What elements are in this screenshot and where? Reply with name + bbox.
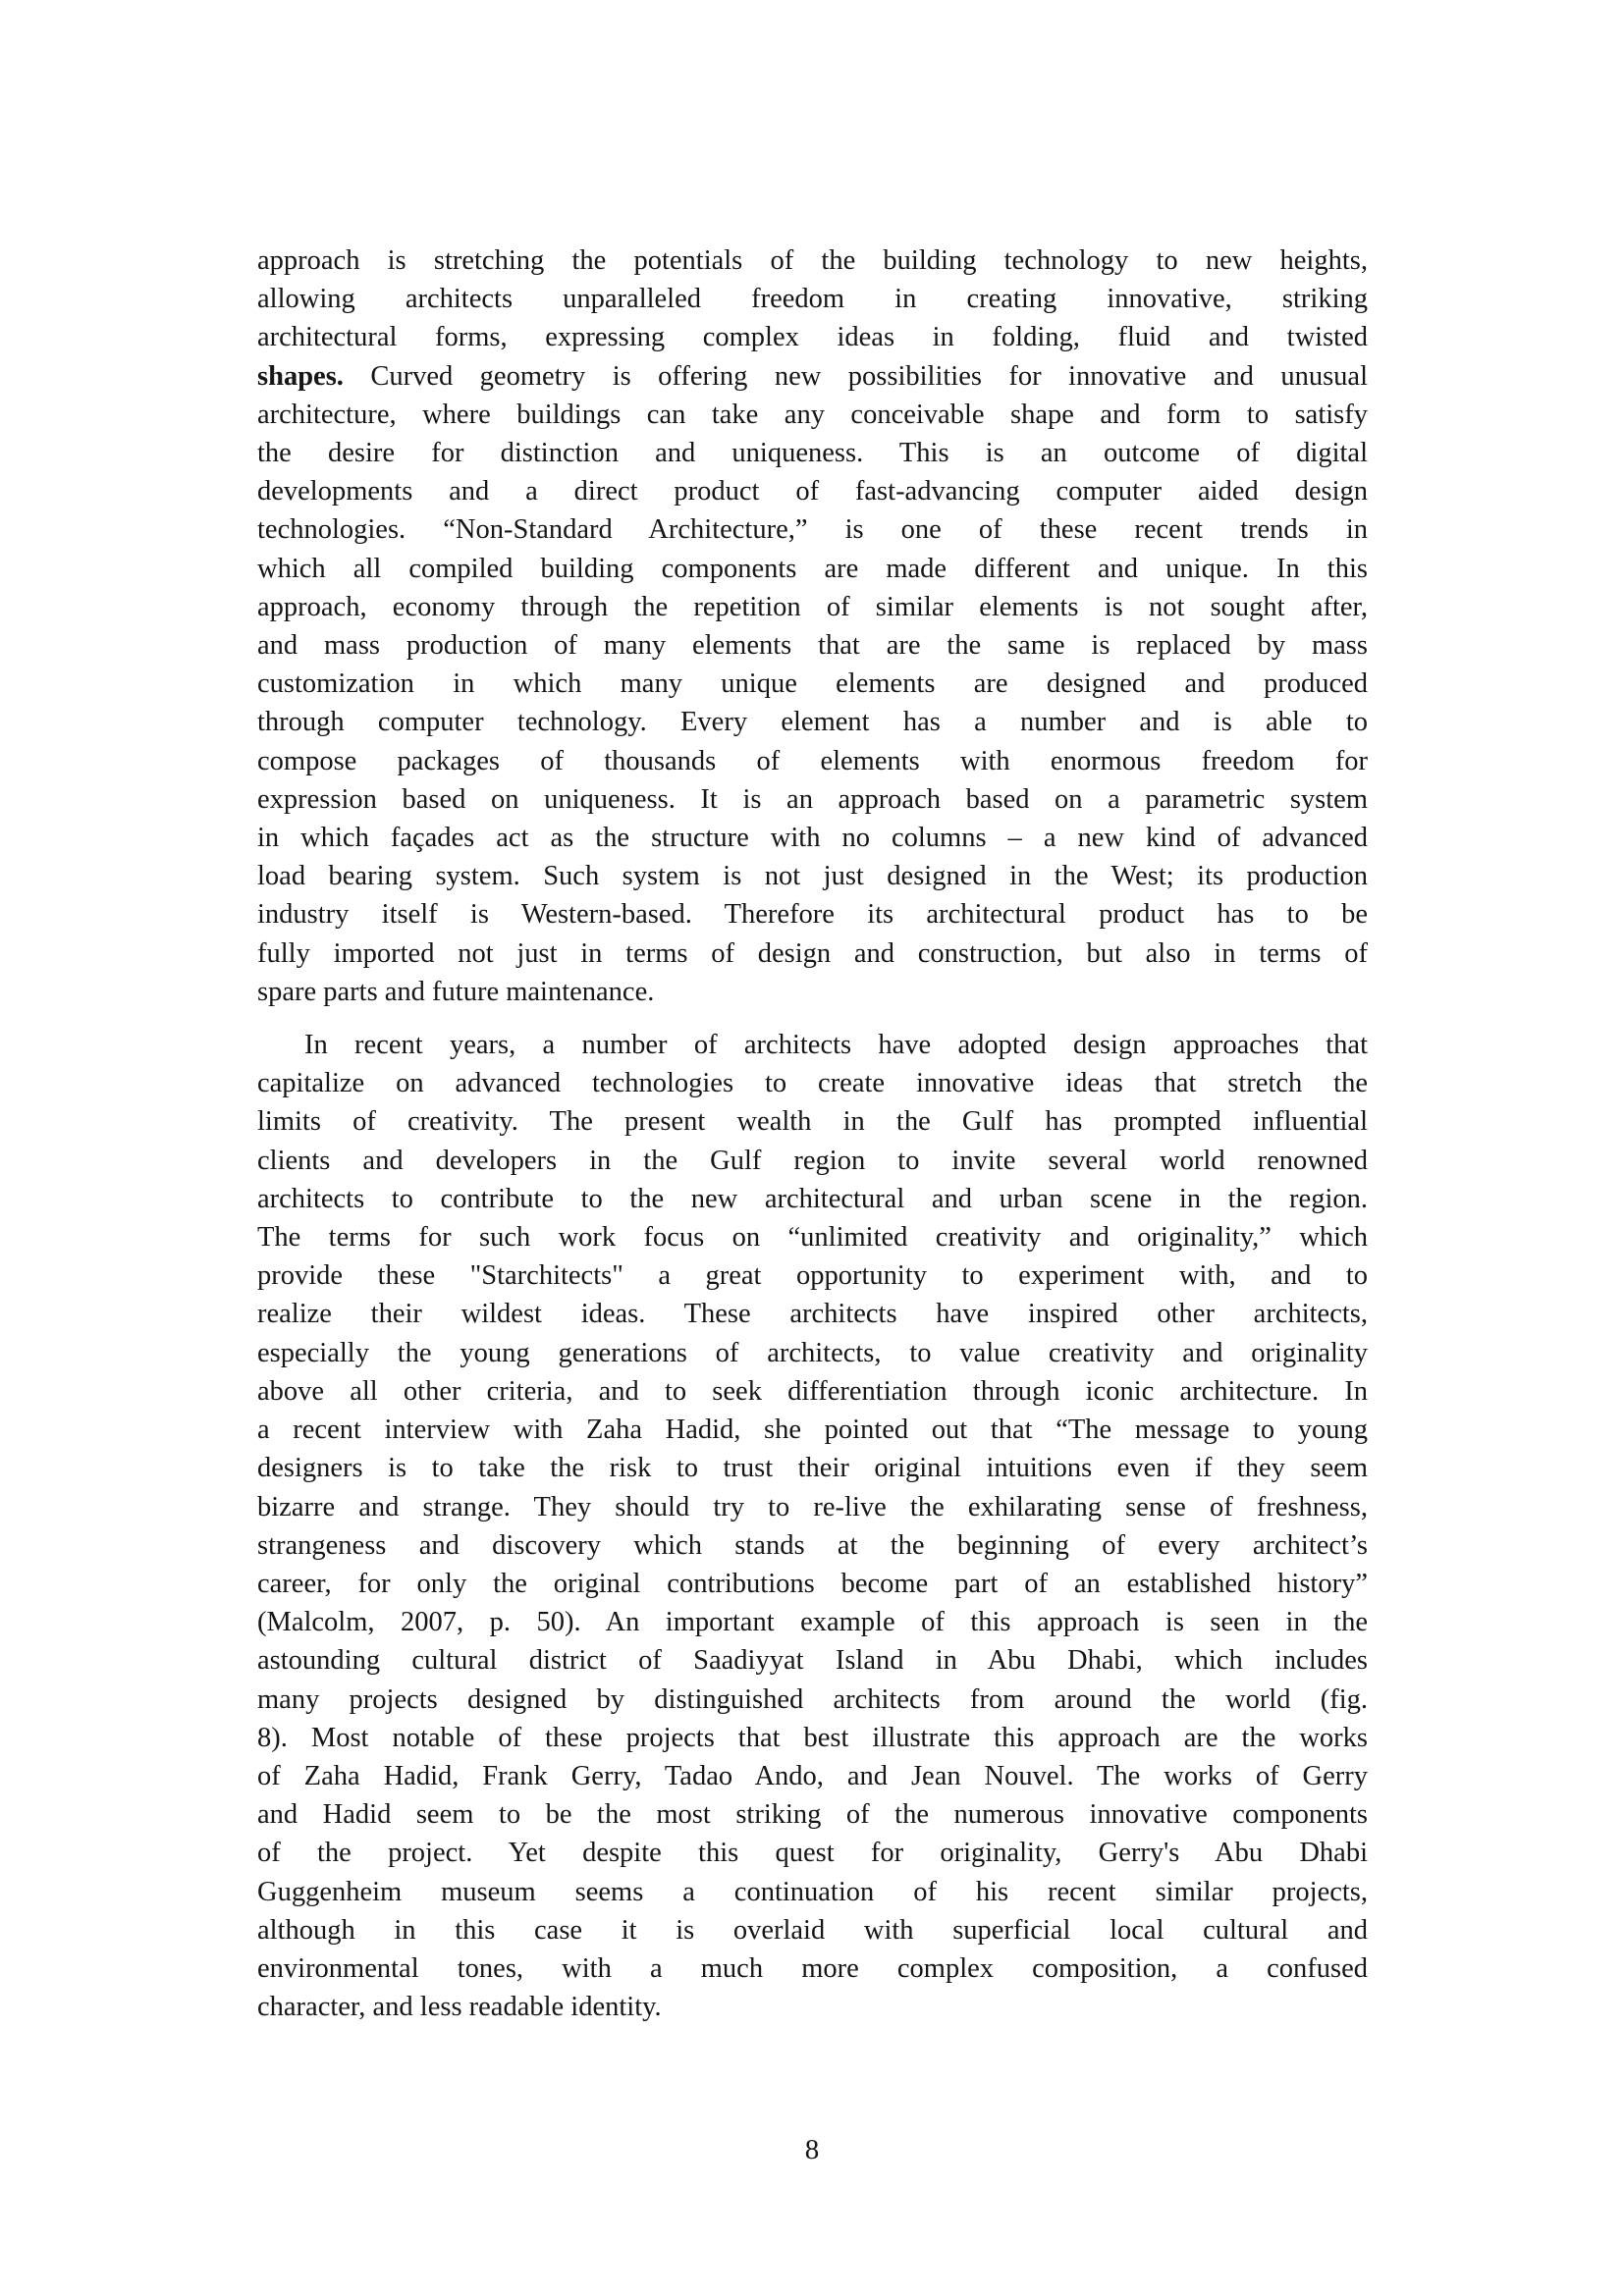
text-segment: (Malcolm, 2007, p. 50). An important example of this approach is seen in the — [257, 1607, 1368, 1638]
text-line — [257, 1565, 1368, 1603]
text-segment: many projects designed by distinguished architects from around the world (fig. — [257, 1683, 1368, 1715]
text-segment: astounding cultural district of Saadiyyat Island in Abu Dhabi, which includes — [257, 1645, 1368, 1677]
text-segment: architecture, where buildings can take any conceivable shape and form to satisfy — [257, 399, 1368, 430]
text-segment: fully imported not just in terms of design and construction, but also in terms of — [257, 937, 1368, 969]
text-line — [257, 1372, 1368, 1411]
text-segment: which all compiled building components are made different and unique. In this — [257, 553, 1368, 584]
text-segment: 8). Most notable of these projects that best illustrate this approach are the works — [257, 1722, 1368, 1753]
text-segment: above all other criteria, and to seek differentiation through iconic architecture. In — [257, 1375, 1368, 1407]
text-line — [257, 1411, 1368, 1449]
text-line — [257, 550, 1368, 588]
text-line — [257, 1295, 1368, 1333]
text-line — [257, 1719, 1368, 1757]
text-segment: designers is to take the risk to trust their original intuitions even if they seem — [257, 1453, 1368, 1484]
text-segment: spare parts and future maintenance. — [257, 976, 655, 1007]
text-segment: customization in which many unique elements are designed and produced — [257, 668, 1368, 700]
bold-text-segment: shapes. — [257, 360, 344, 392]
text-segment: The terms for such work focus on “unlimited creativity and originality,” which — [257, 1222, 1368, 1254]
text-line — [257, 1526, 1368, 1565]
text-segment: and mass production of many elements that are the same is replaced by mass — [257, 630, 1368, 662]
text-line — [257, 1949, 1368, 1988]
text-segment: capitalize on advanced technologies to create innovative ideas that stretch the — [257, 1068, 1368, 1099]
text-line — [257, 1873, 1368, 1911]
text-line — [257, 1449, 1368, 1487]
text-line — [257, 434, 1368, 472]
text-segment: bizarre and strange. They should try to re-live the exhilarating sense of freshness, — [257, 1491, 1368, 1522]
text-line — [257, 703, 1368, 741]
text-line — [257, 1834, 1368, 1872]
text-line — [257, 396, 1368, 434]
text-segment: developments and a direct product of fast-advancing computer aided design — [257, 476, 1368, 507]
text-segment: provide these "Starchitects" a great opportunity to experiment with, and to — [257, 1260, 1368, 1292]
text-segment: environmental tones, with a much more complex composition, a confused — [257, 1952, 1368, 1984]
text-line — [257, 318, 1368, 356]
text-segment: Curved geometry is offering new possibilities for innovative and unusual — [343, 360, 1368, 392]
text-segment: of Zaha Hadid, Frank Gerry, Tadao Ando, and Jean Nouvel. The works of Gerry — [257, 1760, 1368, 1791]
text-segment: of the project. Yet despite this quest for originality, Gerry's Abu Dhabi — [257, 1838, 1368, 1869]
text-segment: architectural forms, expressing complex ideas in folding, fluid and twisted — [257, 322, 1368, 353]
text-segment: a recent interview with Zaha Hadid, she pointed out that “The message to young — [257, 1415, 1368, 1446]
text-segment: and Hadid seem to be the most striking of the numerous innovative components — [257, 1799, 1368, 1831]
text-segment: architects to contribute to the new architectural and urban scene in the region. — [257, 1183, 1368, 1214]
text-segment: in which façades act as the structure with no columns – a new kind of advanced — [257, 823, 1368, 854]
text-segment: technologies. “Non-Standard Architecture,” is one of these recent trends in — [257, 514, 1368, 546]
text-line — [257, 1488, 1368, 1526]
text-line — [257, 934, 1368, 973]
paragraph — [257, 1026, 1368, 2026]
text-segment: the desire for distinction and uniqueness. This is an outcome of digital — [257, 438, 1368, 469]
text-segment: especially the young generations of architects, to value creativity and originality — [257, 1337, 1368, 1368]
text-segment: allowing architects unparalleled freedom in creating innovative, striking — [257, 284, 1368, 315]
text-line — [257, 780, 1368, 819]
text-line — [257, 357, 1368, 396]
text-segment: expression based on uniqueness. It is an approach based on a parametric system — [257, 783, 1368, 815]
text-segment: strangeness and discovery which stands at the beginning of every architect’s — [257, 1529, 1368, 1561]
text-line — [257, 895, 1368, 934]
text-line — [257, 857, 1368, 895]
text-line — [257, 626, 1368, 665]
text-segment: approach, economy through the repetition of similar elements is not sought after, — [257, 591, 1368, 622]
text-segment: industry itself is Western-based. Therefore its architectural product has to be — [257, 899, 1368, 931]
text-line — [257, 1256, 1368, 1295]
text-line — [257, 1911, 1368, 1949]
text-line — [257, 1180, 1368, 1218]
text-segment: Guggenheim museum seems a continuation of his recent similar projects, — [257, 1876, 1368, 1907]
text-line — [257, 742, 1368, 780]
text-block — [257, 241, 1368, 2026]
text-line — [257, 280, 1368, 318]
text-line — [257, 1795, 1368, 1834]
paragraph — [257, 241, 1368, 1011]
text-line — [257, 588, 1368, 626]
text-line — [257, 472, 1368, 510]
text-line — [257, 1603, 1368, 1641]
page-number: 8 — [804, 2134, 820, 2165]
text-segment: although in this case it is overlaid with superficial local cultural and — [257, 1914, 1368, 1946]
text-line — [257, 1641, 1368, 1680]
text-line — [257, 973, 1368, 1011]
text-segment: load bearing system. Such system is not just designed in the West; its production — [257, 861, 1368, 892]
text-segment: clients and developers in the Gulf region to invite several world renowned — [257, 1145, 1368, 1176]
text-segment: In recent years, a number of architects have adopted design approaches that — [304, 1030, 1368, 1061]
text-segment: through computer technology. Every element has a number and is able to — [257, 707, 1368, 738]
text-line — [257, 1988, 1368, 2026]
text-line — [257, 1064, 1368, 1102]
text-line — [257, 819, 1368, 857]
text-line — [257, 1142, 1368, 1180]
text-line — [257, 1102, 1368, 1141]
text-segment: compose packages of thousands of elements with enormous freedom for — [257, 745, 1368, 776]
text-line — [257, 1218, 1368, 1256]
text-segment: realize their wildest ideas. These architects have inspired other architects, — [257, 1299, 1368, 1330]
text-line — [257, 241, 1368, 280]
text-line — [257, 1334, 1368, 1372]
text-segment: career, for only the original contributions become part of an established history” — [257, 1568, 1368, 1599]
text-line — [257, 510, 1368, 549]
text-line — [257, 665, 1368, 703]
text-segment: character, and less readable identity. — [257, 1992, 662, 2023]
text-line — [257, 1026, 1368, 1064]
text-segment: approach is stretching the potentials of the building technology to new heights, — [257, 245, 1368, 276]
text-line — [257, 1757, 1368, 1795]
text-segment: limits of creativity. The present wealth in the Gulf has prompted influential — [257, 1106, 1368, 1138]
text-line — [257, 1681, 1368, 1719]
